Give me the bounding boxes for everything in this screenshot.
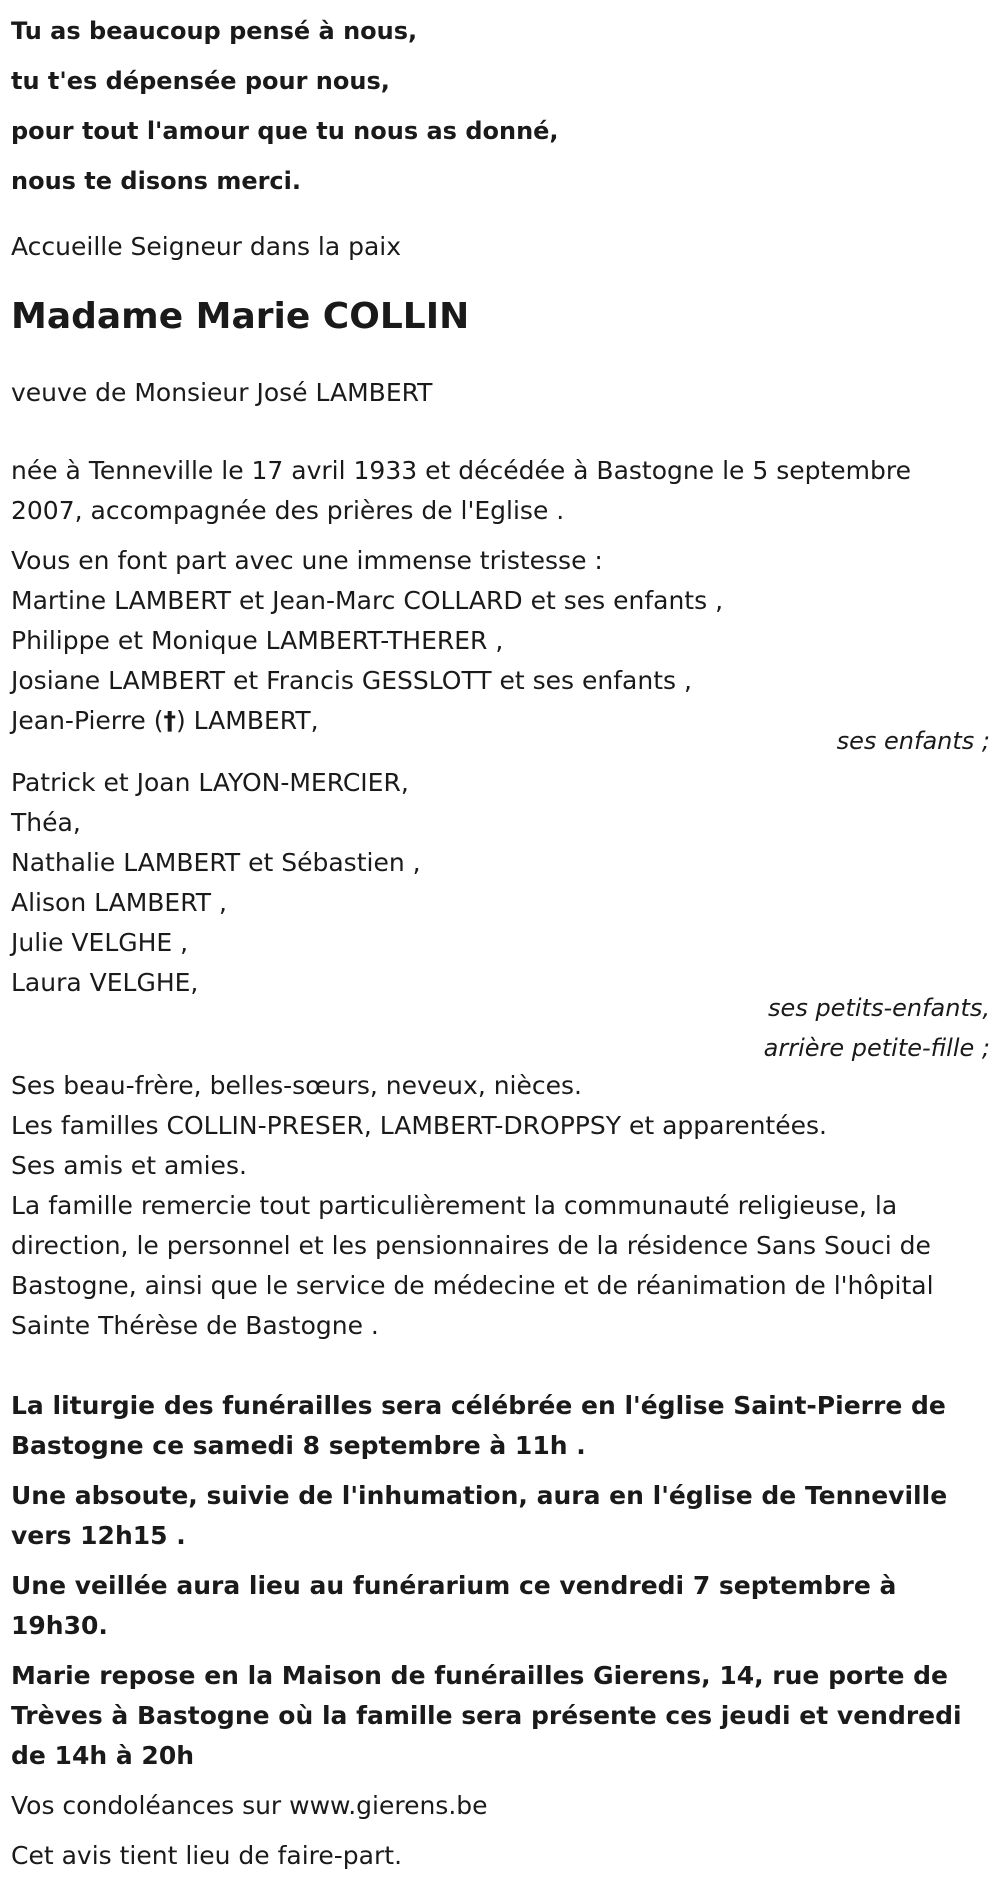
poem [11, 6, 990, 206]
thanks-paragraph: La famille remercie tout particulièrement la communauté religieuse, la direction, le personnel et les pensionnaires de la résidence Sans Souci de Bastogne, ainsi que le service de médecine et de réanimation de l'hôpital Sainte Thérèse de Bastogne . [11, 1191, 934, 1340]
widow-of-line: veuve de Monsieur José LAMBERT [11, 378, 433, 407]
grandchildren-role-label: ses petits-enfants, [768, 994, 990, 1022]
grandchildren-list [11, 763, 990, 1003]
burial-info: Une absoute, suivie de l'inhumation, aura en l'église de Tenneville vers 12h15 . [11, 1481, 948, 1550]
list-item: Philippe et Monique LAMBERT-THERER , [11, 626, 504, 655]
list-item: Alison LAMBERT , [11, 888, 227, 917]
list-item: Julie VELGHE , [11, 928, 189, 957]
list-item: Ses amis et amies. [11, 1151, 247, 1180]
poem-line: Tu as beaucoup pensé à nous, [11, 17, 418, 45]
other-relatives [11, 1066, 990, 1186]
child-name-part: ) LAMBERT, [175, 706, 319, 735]
list-item: Laura VELGHE, [11, 968, 199, 997]
list-item: Patrick et Joan LAYON-MERCIER, [11, 768, 409, 797]
deceased-name-title: Madame Marie COLLIN [11, 296, 470, 337]
list-item: Josiane LAMBERT et Francis GESSLOTT et ses enfants , [11, 666, 692, 695]
children-role-label: ses enfants ; [836, 727, 990, 755]
wake-info: Une veillée aura lieu au funérarium ce vendredi 7 septembre à 19h30. [11, 1571, 897, 1640]
funeral-liturgy-info: La liturgie des funérailles sera célébrée en l'église Saint-Pierre de Bastogne ce samedi 8 septembre à 11h . [11, 1391, 946, 1460]
list-item: Théa, [11, 808, 81, 837]
great-grandchild-role-label: arrière petite-fille ; [763, 1034, 990, 1062]
child-name-part: Jean-Pierre ( [11, 706, 164, 735]
rest-location-info: Marie repose en la Maison de funérailles Gierens, 14, rue porte de Trèves à Bastogne où la famille sera présente ces jeudi et vendredi de 14h à 20h [11, 1661, 962, 1770]
prayer-intro: Accueille Seigneur dans la paix [11, 232, 402, 261]
list-item: Nathalie LAMBERT et Sébastien , [11, 848, 421, 877]
list-item: Ses beau-frère, belles-sœurs, neveux, nièces. [11, 1071, 582, 1100]
list-item: Les familles COLLIN-PRESER, LAMBERT-DROPPSY et apparentées. [11, 1111, 827, 1140]
children-list [11, 581, 990, 741]
notice-line: Cet avis tient lieu de faire-part. [11, 1841, 403, 1870]
poem-line: pour tout l'amour que tu nous as donné, [11, 117, 559, 145]
list-item: Martine LAMBERT et Jean-Marc COLLARD et ses enfants , [11, 586, 724, 615]
condolences-line: Vos condoléances sur www.gierens.be [11, 1791, 488, 1820]
announcement-line: Vous en font part avec une immense tristesse : [11, 546, 603, 575]
birth-death-text: née à Tenneville le 17 avril 1933 et décédée à Bastogne le 5 septembre 2007, accompagnée des prières de l'Eglise . [11, 456, 911, 525]
poem-line: tu t'es dépensée pour nous, [11, 67, 390, 95]
poem-line: nous te disons merci. [11, 167, 302, 195]
cross-icon: † [163, 706, 176, 735]
